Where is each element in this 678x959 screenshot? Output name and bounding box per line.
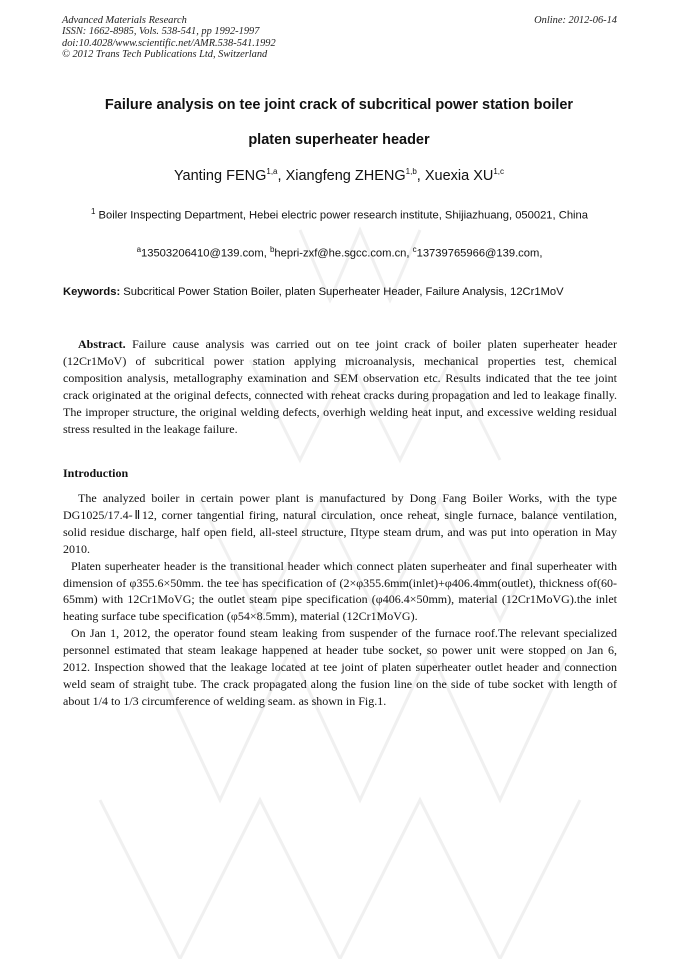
doi-line: doi:10.4028/www.scientific.net/AMR.538-541.1992 [62, 37, 276, 49]
keywords-text: Subcritical Power Station Boiler, platen Superheater Header, Failure Analysis, 12Cr1MoV [120, 286, 564, 298]
introduction-body [63, 490, 617, 710]
author-separator: , [277, 167, 286, 184]
abstract-text: Failure cause analysis was carried out on tee joint crack of boiler platen superheater header (12Cr1MoV) of subcritical power station applying microanalysis, mechanical properties test, chemical composition analysis, metallography examination and SEM observation etc. Results indicated that the tee joint crack originated at the original defects, connected with reheat cracks during propagation and led to leakage finally. The improper structure, the original welding defects, overhigh welding heat input, and excessive welding residual stress resulted in the leakage failure. [63, 337, 617, 436]
author-list [40, 167, 638, 184]
paragraph: Platen superheater header is the transitional header which connect platen superheater and final superheater with dimension of φ355.6×50mm. the tee has specification of (2×φ355.6mm(inlet)+φ406.4mm(outlet), thickness of(60-65mm) with 12Cr1MoVG; the outlet steam pipe specification (φ406.4×50mm), material (12Cr1MoVG).the inlet heating surface tube specification (φ54×8.5mm), material (12Cr1MoVG). [63, 558, 617, 624]
author-name: Xuexia XU [424, 167, 494, 184]
email-sup: c [412, 245, 417, 254]
title-line-2: platen superheater header [248, 132, 430, 148]
keywords [63, 283, 617, 301]
email-list [62, 245, 617, 260]
abstract [63, 336, 617, 437]
author-affil-sup: 1,c [493, 167, 505, 176]
issn-line: ISSN: 1662-8985, Vols. 538-541, pp 1992-1997 [62, 26, 260, 38]
keywords-label: Keywords: [63, 286, 121, 298]
abstract-label: Abstract. [78, 337, 126, 351]
title-line-1: Failure analysis on tee joint crack of subcritical power station boiler [104, 97, 574, 113]
paragraph: The analyzed boiler in certain power plant is manufactured by Dong Fang Boiler Works, with the type DG1025/17.4-Ⅱ12, corner tangential firing, natural circulation, once reheat, single furnace, balance ventilation, solid residue discharge, half open field, all-steel structure, Πtype steam drum, and was put into operation in May 2010. [63, 491, 617, 556]
section-heading-introduction: Introduction [63, 466, 129, 480]
copyright-line: © 2012 Trans Tech Publications Ltd, Switzerland [62, 49, 268, 61]
author-name: Yanting FENG [173, 167, 267, 184]
email-address: hepri-zxf@he.sgcc.com.cn, [274, 247, 413, 260]
author-affil-sup: 1,a [266, 167, 278, 176]
journal-name: Advanced Materials Research [62, 15, 187, 26]
paragraph: On Jan 1, 2012, the operator found steam leaking from suspender of the furnace roof.The relevant specialized personnel estimated that steam leakage happened at header tube socket, so power unit were stopped on Jan 6, 2012. Inspection showed that the leakage located at tee joint of platen superheater outlet header and connection weld seam of straight tube. The crack propagated along the fusion line on the side of tube socket with length of about 1/4 to 1/3 circumference of welding seam. as shown in Fig.1. [63, 626, 617, 708]
email-sup: a [136, 245, 142, 254]
online-date: Online: 2012-06-14 [534, 15, 617, 26]
paper-title [40, 88, 638, 158]
author-separator: , [416, 167, 425, 184]
author-name: Xiangfeng ZHENG [285, 167, 406, 184]
email-address: 13503206410@139.com, [141, 247, 270, 260]
email-address: 13739765966@139.com, [416, 247, 543, 260]
affiliation [62, 203, 617, 225]
journal-header [62, 15, 617, 61]
affiliation-text: Boiler Inspecting Department, Hebei electric power research institute, Shijiazhuang, 050021, China [95, 209, 588, 222]
affiliation-sup: 1 [91, 207, 96, 216]
email-sup: b [269, 245, 275, 254]
author-affil-sup: 1,b [405, 167, 417, 176]
